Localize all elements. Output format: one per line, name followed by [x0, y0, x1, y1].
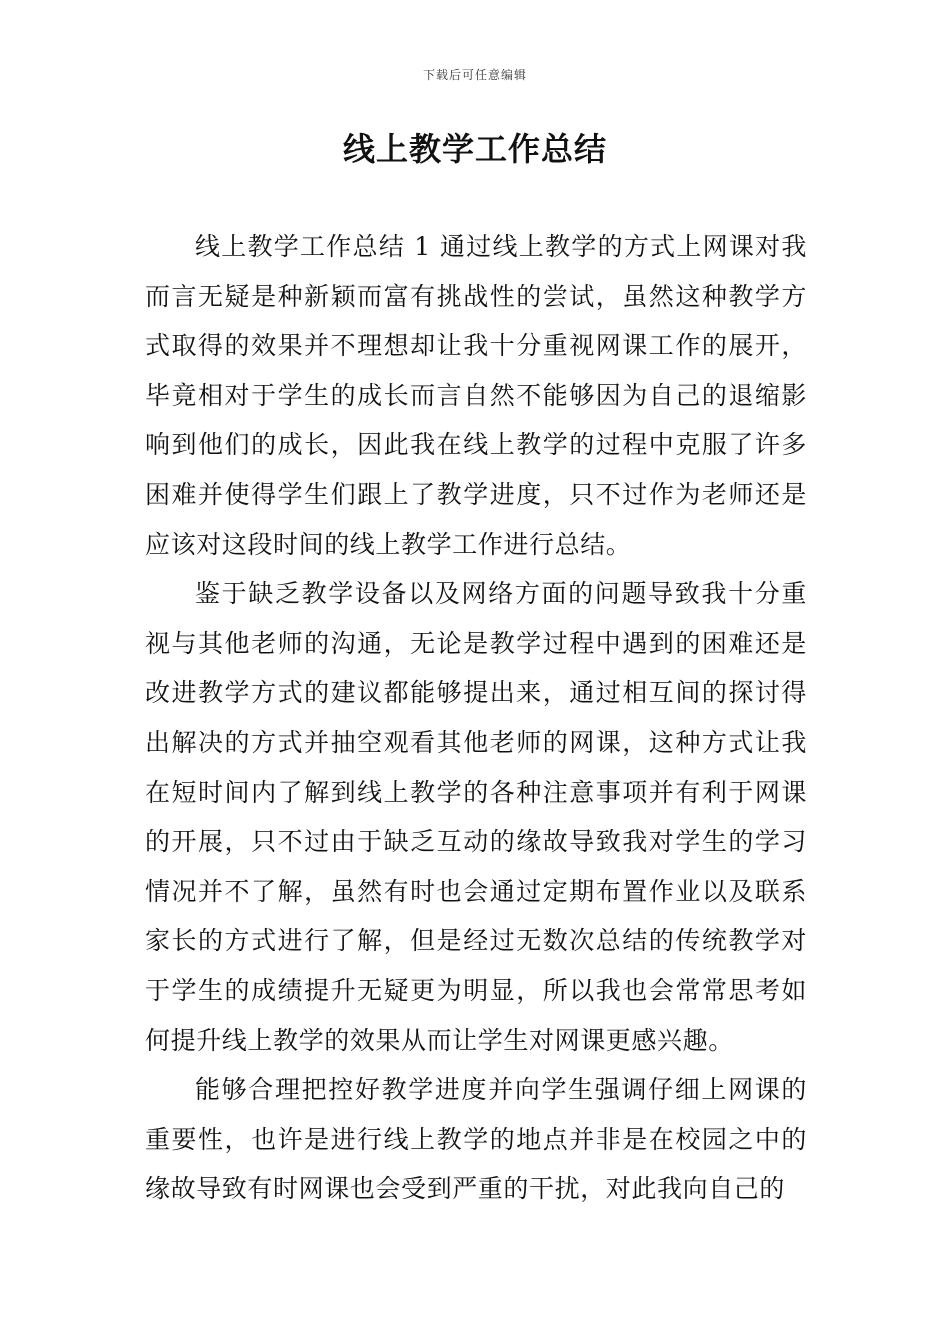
header-note: 下载后可任意编辑	[422, 68, 527, 82]
paragraph-1: 线上教学工作总结 1 通过线上教学的方式上网课对我而言无疑是种新颖而富有挑战性的尝试，虽然这种教学方式取得的效果并不理想却让我十分重视网课工作的展开，毕竟相对于学生的成长而言自然不能够因为自己的退缩影响到他们的成长，因此我在线上教学的过程中克服了许多困难并使得学生们跟上了教学进度，只不过作为老师还是应该对这段时间的线上教学工作进行总结。	[145, 232, 807, 559]
document-body	[145, 222, 807, 1214]
paragraph-2: 鉴于缺乏教学设备以及网络方面的问题导致我十分重视与其他老师的沟通，无论是教学过程中遇到的困难还是改进教学方式的建议都能够提出来，通过相互间的探讨得出解决的方式并抽空观看其他老师的网课，这种方式让我在短时间内了解到线上教学的各种注意事项并有利于网课的开展，只不过由于缺乏互动的缘故导致我对学生的学习情况并不了解，虽然有时也会通过定期布置作业以及联系家长的方式进行了解，但是经过无数次总结的传统教学对于学生的成绩提升无疑更为明显，所以我也会常常思考如何提升线上教学的效果从而让学生对网课更感兴趣。	[145, 579, 807, 1055]
document-title: 线上教学工作总结	[342, 130, 607, 168]
paragraph-3: 能够合理把控好教学进度并向学生强调仔细上网课的重要性，也许是进行线上教学的地点并非是在校园之中的缘故导致有时网课也会受到严重的干扰，对此我向自己的	[145, 1075, 807, 1204]
